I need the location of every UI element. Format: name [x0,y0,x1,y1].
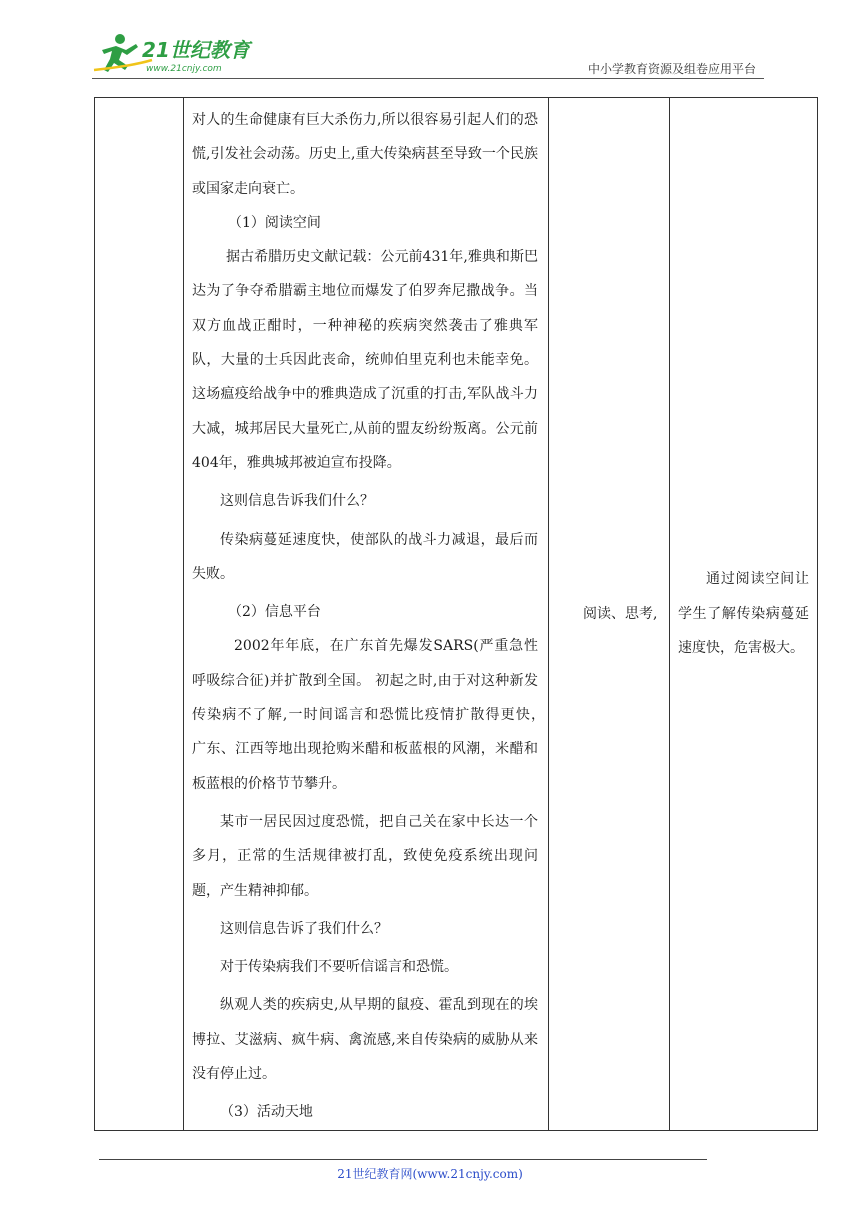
logo-url: www.21cnjy.com [146,64,222,74]
paragraph: 2002年年底，在广东首先爆发SARS(严重急性呼吸综合征)并扩散到全国。 初起之时,由于对这种新发传染病不了解,一时间谣言和恐慌比疫情扩散得更快， 广东、江西等地出现抢购米醋和板蓝根的风潮，米醋和板蓝根的价格节节攀升。 [192,638,552,792]
paragraph: 对人的生命健康有巨大杀伤力,所以很容易引起人们的恐慌,引发社会动荡。历史上,重大传染病甚至导致一个民族或国家走向衰亡。 [192,112,538,197]
table-row [95,98,818,1131]
table-cell-design-intent [670,98,818,1131]
paragraph: 某市一居民因过度恐慌，把自己关在家中长达一个多月，正常的生活规律被打乱，致使免疫系统出现问题，产生精神抑郁。 [192,813,538,899]
runner-logo-icon [92,30,262,78]
lesson-table [94,97,818,1131]
paragraph: 纵观人类的疾病史,从早期的鼠疫、霍乱到现在的埃博拉、艾滋病、疯牛病、禽流感,来自传染病的威胁从来没有停止过。 [192,997,538,1083]
question: 这则信息告诉了我们什么？ [220,920,388,937]
answer: 对于传染病我们不要听信谣言和恐慌。 [220,959,458,976]
table-cell-teaching-content [184,98,552,1131]
header-tagline: 中小学教育资源及组卷应用平台 [587,62,756,76]
header-divider [92,78,764,79]
answer: 传染病蔓延速度快，使部队的战斗力减退，最后而失败。 [192,531,538,582]
paragraph: 据古希腊历史文献记载：公元前431年,雅典和斯巴达为了争夺希腊霸主地位而爆发了伯罗奔尼撒战争。当双方血战正酣时，一种神秘的疾病突然袭击了雅典军队，大量的士兵因此丧命，统帅伯里克利也未能幸免。这场瘟疫给战争中的雅典造成了沉重的打击,军队战斗力大减，城邦居民大量死亡,从前的盟友纷纷叛离。公元前404年，雅典城邦被迫宣布投降。 [192,249,538,471]
section-heading: （3）活动天地 [220,1104,313,1121]
question: 这则信息告诉我们什么？ [220,493,374,510]
design-intent-text: 通过阅读空间让学生了解传染病蔓延速度快，危害极大。 [678,571,809,656]
logo-text: 21世纪教育 [142,38,250,62]
section-heading: （2）信息平台 [228,604,321,621]
footer-divider [99,1159,707,1160]
student-activity-text: 阅读、思考, [583,605,658,622]
table-cell-empty [95,98,184,1131]
footer-text: 21世纪教育网(www.21cnjy.com) [337,1167,523,1181]
table-cell-student-activity [549,98,670,1131]
section-heading: （1）阅读空间 [228,214,321,231]
logo [92,30,262,78]
